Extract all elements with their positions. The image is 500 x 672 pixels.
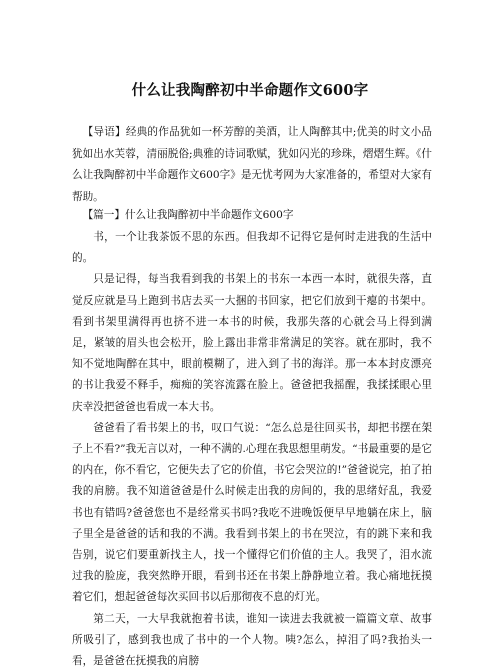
- section-heading: 【篇一】什么让我陶醉初中半命题作文600字: [82, 209, 294, 221]
- article-body: [72, 227, 432, 672]
- body-paragraph: 书，一个让我茶饭不思的东西。但我却不记得它是何时走进我的生活中的。: [72, 231, 432, 265]
- body-paragraph: 第二天，一大早我就抱着书读，谁知一读进去我就被一篇篇文章、故事所吸引了，感到我也成了书中的一个人物。咦?怎么，掉泪了吗?我抬头一看，是爸爸在抚摸我的肩膀: [72, 612, 432, 668]
- body-paragraph: 爸爸看了看书架上的书，叹口气说：“怎么总是往回买书，却把书摆在架子上不看?”我无言以对，一种不满的.心理在我思想里萌发。“书最重要的是它的内在，你不看它，它便失去了它的价值，书它会哭泣的!”爸爸说完，拍了拍我的肩膀。我不知道爸爸是什么时候走出我的房间的，我的思绪好乱，我爱书也有错吗?爸爸您也不是经常买书吗?我吃不进晚饭便早早地躺在床上，脑子里全是爸爸的话和我的不满。我看到书架上的书在哭泣，有的跳下来和我告别，说它们要重新找主人，找一个懂得它们价值的主人。我哭了，泪水流过我的脸庞，我突然睁开眼，看到书还在书架上静静地立着。我心痛地抚摸着它们，想起爸爸每次买回书以后那彻夜不息的灯光。: [72, 421, 432, 604]
- document-title: 什么让我陶醉初中半命题作文600字: [131, 82, 369, 99]
- intro-paragraph: 【导语】经典的作品犹如一杯芳醇的美酒，让人陶醉其中;优美的时文小品犹如出水芙蓉，清丽脱俗;典雅的诗词歌赋，犹如闪光的珍珠，熠熠生辉。《什么让我陶醉初中半命题作文600字》是无忧考网为大家准备的，希望对大家有帮助。: [72, 126, 432, 204]
- body-paragraph: 只是记得，每当我看到我的书架上的书东一本西一本时，就很失落，直觉反应就是马上跑到书店去买一大捆的书回家，把它们放到干瘪的书架中。看到书架里满得再也挤不进一本书的时候，我那失落的心就会马上得到满足，紧皱的眉头也会松开，脸上露出非常非常满足的笑容。就在那时，我不知不觉地陶醉在其中，眼前模糊了，进入到了书的海洋。那一本本封皮漂亮的书让我爱不释手，痴痴的笑容流露在脸上。爸爸把我摇醒，我揉揉眼心里庆幸没把爸爸也看成一本大书。: [72, 273, 432, 413]
